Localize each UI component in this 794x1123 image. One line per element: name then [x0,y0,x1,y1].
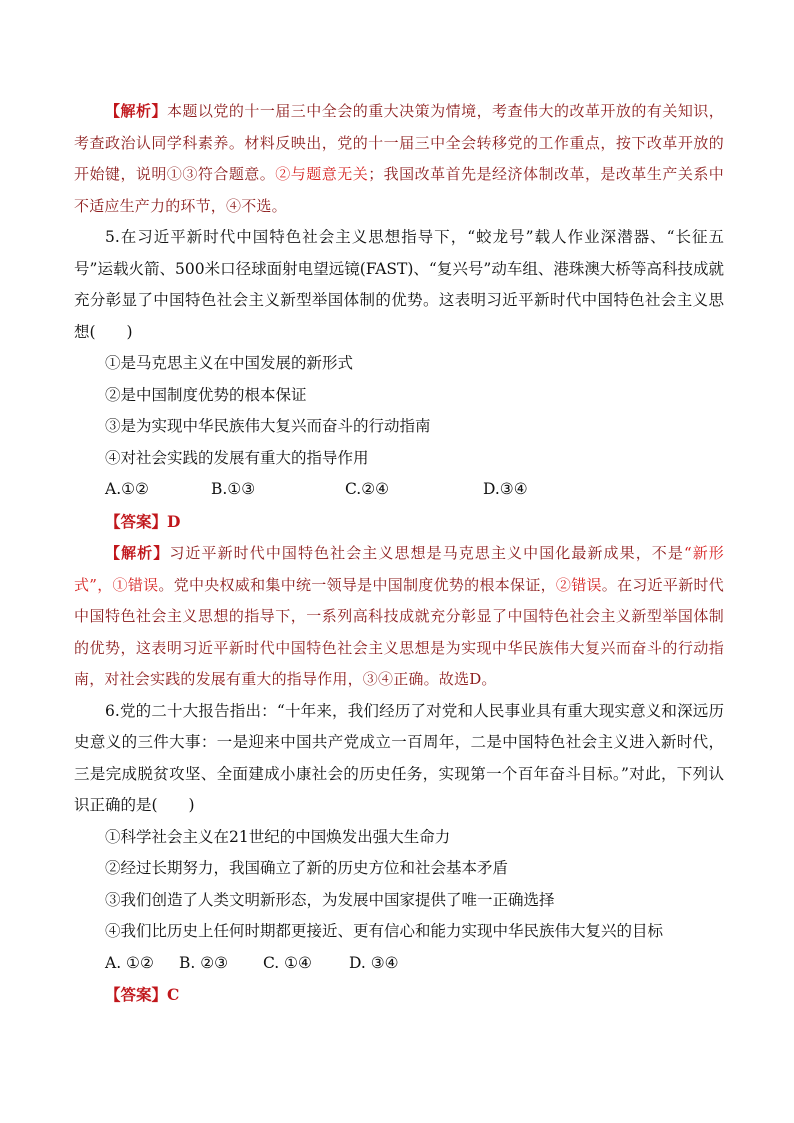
q5-choice-c: C.②④ [345,480,390,498]
q5-choice-b: B.①③ [211,480,256,498]
q6-choices [74,948,724,980]
q6-choice-b: B. ②③ [179,953,229,972]
q5-option-4: ④对社会实践的发展有重大的指导作用 [105,448,369,467]
q5-choice-a: A.①② [105,480,149,498]
q5-option-2: ②是中国制度优势的根本保证 [105,385,307,404]
q6-choice-d: D. ③④ [349,953,399,972]
analysis-highlight: ②与题意无关 [275,165,369,183]
q6-answer [74,979,724,1012]
analysis-text: 。党中央权威和集中统一领导是中国制度优势的根本保证， [158,575,556,594]
analysis-highlight: ②错误 [555,575,602,594]
q4-analysis [74,96,724,222]
q5-option-1: ①是马克思主义在中国发展的新形式 [105,354,354,372]
q5-choices [74,474,724,506]
analysis-tag: 【解析】 [105,102,167,120]
analysis-highlight: “新形式”，①错误 [74,544,724,594]
q5-option-3: ③是为实现中华民族伟大复兴而奋斗的行动指南 [105,417,431,435]
analysis-text: ；我国改革首先是经济体制改革，是改革生产关系中不适应生产力的环节，④不选。 [74,165,725,215]
q5-choice-d: D.③④ [483,480,528,498]
q5-stem: 5.在习近平新时代中国特色社会主义思想指导下，“蛟龙号”载人作业深潜器、“长征五号”运载火箭、500米口径球面射电望远镜(FAST)、“复兴号”动车组、港珠澳大桥等高科技成就充分彰显了中国特色社会主义新型举国体制的优势。这表明习近平新时代中国特色社会主义思想( ) [74,228,724,341]
q6-option-3: ③我们创造了人类文明新形态，为发展中国家提供了唯一正确选择 [105,890,555,909]
q6-stem: 6.党的二十大报告指出：“十年来，我们经历了对党和人民事业具有重大现实意义和深远历史意义的三件大事：一是迎来中国共产党成立一百周年，二是中国特色社会主义进入新时代，三是完成脱贫攻坚、全面建成小康社会的历史任务，实现第一个百年奋斗目标。”对此，下列认识正确的是( ) [74,701,724,814]
answer-tag: 【答案】 [105,985,168,1004]
q6-option-2: ②经过长期努力，我国确立了新的历史方位和社会基本矛盾 [105,859,509,877]
q5-answer [74,506,724,539]
q5-analysis [74,538,724,696]
analysis-text: 本题以党的十一届三中全会的重大决策为情境，考查伟大的改革开放的有关知识，考查政治认同学科素养。材料反映出，党的十一届三中全会转移党的工作重点，按下改革开放的开始键，说明①③符合题意。 [74,102,724,183]
q6-choice-a: A. ①② [105,953,154,972]
answer-value: D [167,511,181,531]
analysis-text: 习近平新时代中国特色社会主义思想是马克思主义中国化最新成果，不是 [169,544,684,562]
analysis-tag: 【解析】 [105,544,170,562]
q6-choice-c: C. ①④ [263,953,312,972]
answer-tag: 【答案】 [105,511,168,531]
q6-option-4: ④我们比历史上任何时期都更接近、更有信心和能力实现中华民族伟大复兴的目标 [105,922,664,940]
page-content [74,96,724,1012]
answer-value: C [167,985,180,1004]
analysis-text: 。在习近平新时代中国特色社会主义思想的指导下，一系列高科技成就充分彰显了中国特色社会主义新型举国体制的优势，这表明习近平新时代中国特色社会主义思想是为实现中华民族伟大复兴而奋斗的行动指南，对社会实践的发展有重大的指导作用，③④正确。故选D。 [74,575,724,688]
q6-option-1: ①科学社会主义在21世纪的中国焕发出强大生命力 [105,827,451,846]
